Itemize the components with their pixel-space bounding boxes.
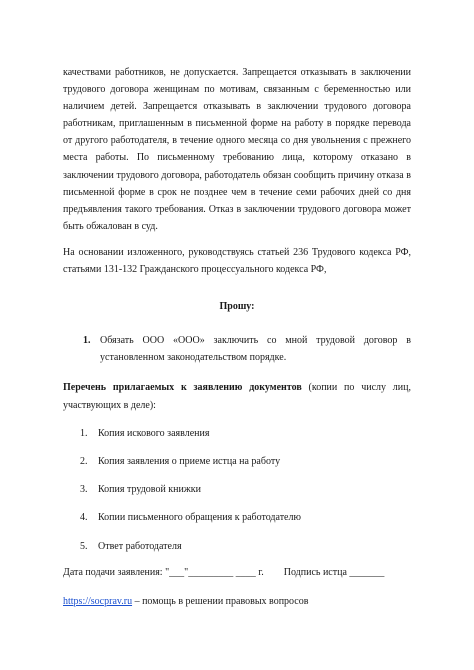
attachment-item — [63, 538, 411, 566]
attachment-text: Копии письменного обращения к работодателю — [98, 512, 301, 524]
attachment-item — [63, 425, 411, 453]
attachment-item — [63, 509, 411, 537]
signature-field: Подпись истца _______ — [283, 567, 385, 579]
attachment-number: 4. — [80, 512, 88, 524]
document-content — [63, 64, 411, 610]
attachment-text: Копия искового заявления — [98, 427, 210, 439]
request-item — [63, 332, 411, 366]
request-item-text: Обязать ООО «ООО» заключить со мной трудовой договор в установленном законодательством порядке. — [100, 335, 411, 364]
attachment-number: 2. — [80, 455, 88, 467]
footer-text: – помощь в решении правовых вопросов — [132, 596, 309, 608]
footer — [63, 593, 411, 610]
attachments-heading-bold: Перечень прилагаемых к заявлению документов — [63, 382, 302, 394]
filing-date: Дата подачи заявления: "___"_________ ____ г. — [63, 567, 264, 579]
attachment-number: 1. — [80, 427, 88, 439]
attachment-text: Копия заявления о приеме истца на работу — [98, 455, 281, 467]
attachment-item — [63, 481, 411, 509]
footer-link[interactable]: https://socprav.ru — [63, 596, 133, 608]
attachment-text: Ответ работодателя — [98, 540, 182, 552]
attachment-number: 3. — [80, 484, 88, 496]
attachment-text: Копия трудовой книжки — [98, 484, 201, 496]
request-item-number: 1. — [83, 335, 91, 347]
attachments-heading-rest: (копии по числу лиц, участвующих в деле): — [63, 382, 411, 411]
basis-paragraph: На основании изложенного, руководствуясь статьей 236 Трудового кодекса РФ, статьями 131-132 Гражданского процессуального кодекса РФ, — [63, 246, 411, 276]
request-heading: Прошу: — [219, 301, 255, 313]
attachments-heading — [63, 379, 411, 413]
signature-line — [63, 564, 411, 581]
attachment-number: 5. — [80, 540, 88, 552]
legal-paragraph: качествами работников, не допускается. Запрещается отказывать в заключении трудового договора женщинам по мотивам, связанным с беременностью или наличием детей. Запрещается отказывать в заключении трудового договора работникам, приглашенным в письменной форме на работу в порядке перевода от другого работодателя, в течение одного месяца со дня увольнения с прежнего места работы. По письменному требованию лица, которому отказано в заключении трудового договора, работодатель обязан сообщить причину отказа в письменной форме в срок не позднее чем в течение семи рабочих дней со дня предъявления такого требования. Отказ в заключении трудового договора может быть обжалован в суд. — [63, 67, 411, 232]
attachments-list — [63, 425, 411, 566]
attachment-item — [63, 453, 411, 481]
